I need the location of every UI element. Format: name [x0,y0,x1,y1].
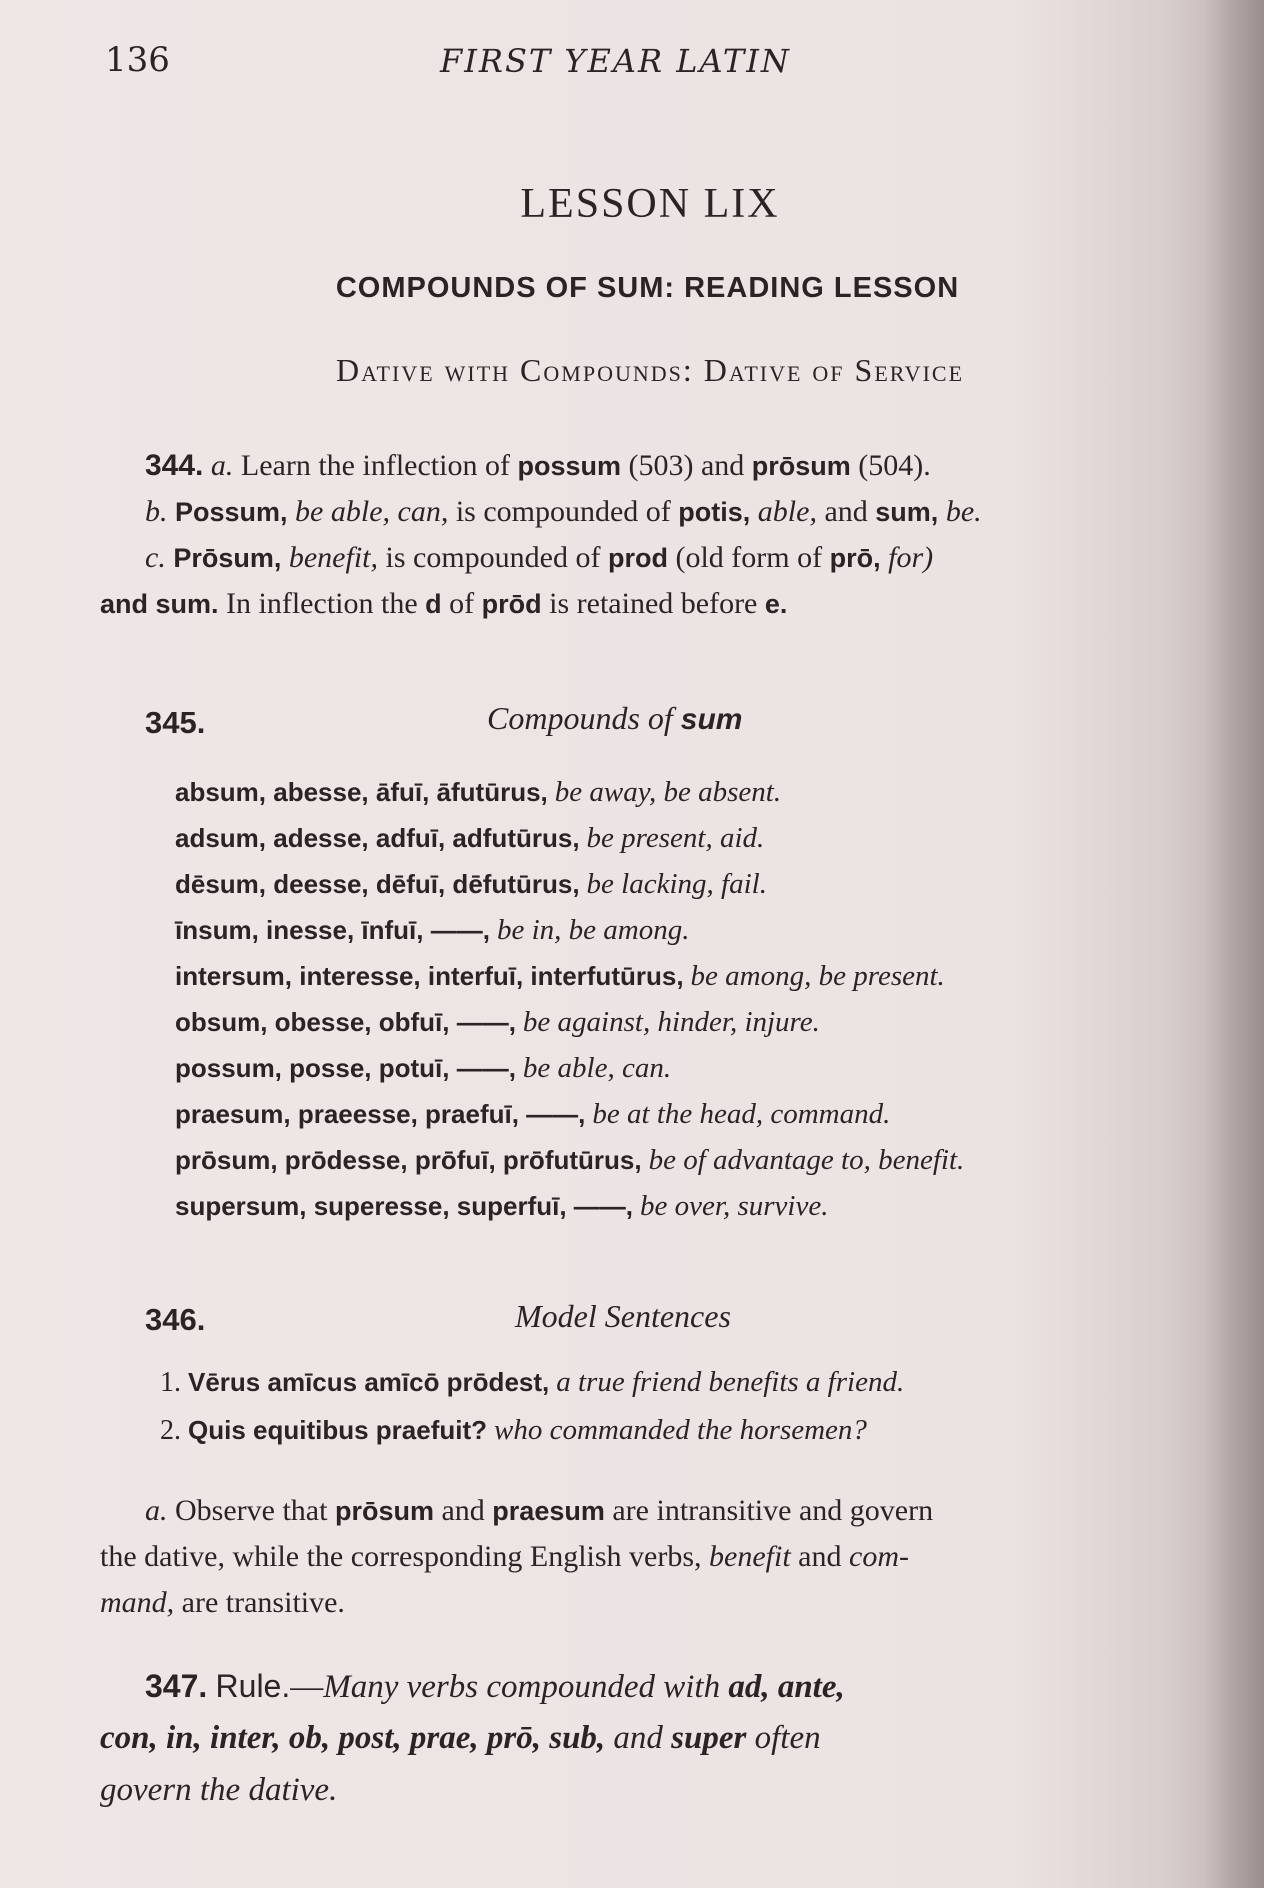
para-344a: 344. a. Learn the inflection of possum (503) and prōsum (504). [145,449,931,482]
rule-347-line2: con, in, inter, ob, post, prae, prō, sub, and super often [100,1720,821,1756]
section-346-number: 346. [145,1302,206,1337]
compound-item: prōsum, prōdesse, prōfuī, prōfutūrus, be of advantage to, benefit. [175,1144,965,1176]
lesson-subtitle-2: Dative with Compounds: Dative of Service [335,352,965,388]
note-346a-line2: the dative, while the corresponding English verbs, benefit and com- [100,1540,909,1573]
para-344c: c. Prōsum, benefit, is compounded of prod (old form of prō, for) [145,541,934,574]
compound-item: dēsum, deesse, dēfuī, dēfutūrus, be lacking, fail. [175,868,767,900]
compound-item: supersum, superesse, superfuī, ——, be over, survive. [175,1190,829,1222]
section-345-number: 345. [145,705,206,740]
para-344c-cont: and sum. In inflection the d of prōd is retained before e. [100,587,788,620]
page-number: 136 [105,40,170,80]
running-title: FIRST YEAR LATIN [440,42,791,80]
compound-item: obsum, obesse, obfuī, ——, be against, hinder, injure. [175,1006,820,1038]
note-346a: a. Observe that prōsum and praesum are intransitive and govern [145,1494,934,1527]
compound-item: possum, posse, potuī, ——, be able, can. [175,1052,672,1084]
compound-item: intersum, interesse, interfuī, interfutūrus, be among, be present. [175,960,945,992]
compound-item: praesum, praeesse, praefuī, ——, be at the head, command. [175,1098,891,1130]
model-sentence: 1. Vērus amīcus amīcō prōdest, a true friend benefits a friend. [160,1366,905,1398]
rule-347-line3: govern the dative. [100,1772,338,1808]
section-346-heading: Model Sentences [515,1298,731,1334]
compound-item: adsum, adesse, adfuī, adfutūrus, be present, aid. [175,822,765,854]
lesson-subtitle: COMPOUNDS OF SUM: READING LESSON [335,272,960,304]
note-346a-line3: mand, are transitive. [100,1586,345,1619]
rule-347-line1: 347. Rule.—Many verbs compounded with ad, ante, [145,1668,845,1705]
para-344b: b. Possum, be able, can, is compounded of potis, able, and sum, be. [145,495,982,528]
section-345-heading: Compounds of sum [487,700,743,736]
model-sentence: 2. Quis equitibus praefuit? who commanded the horsemen? [160,1414,867,1446]
compound-item: absum, abesse, āfuī, āfutūrus, be away, be absent. [175,776,782,808]
lesson-title: LESSON LIX [520,181,780,227]
compound-item: īnsum, inesse, īnfuī, ——, be in, be among. [175,914,690,946]
